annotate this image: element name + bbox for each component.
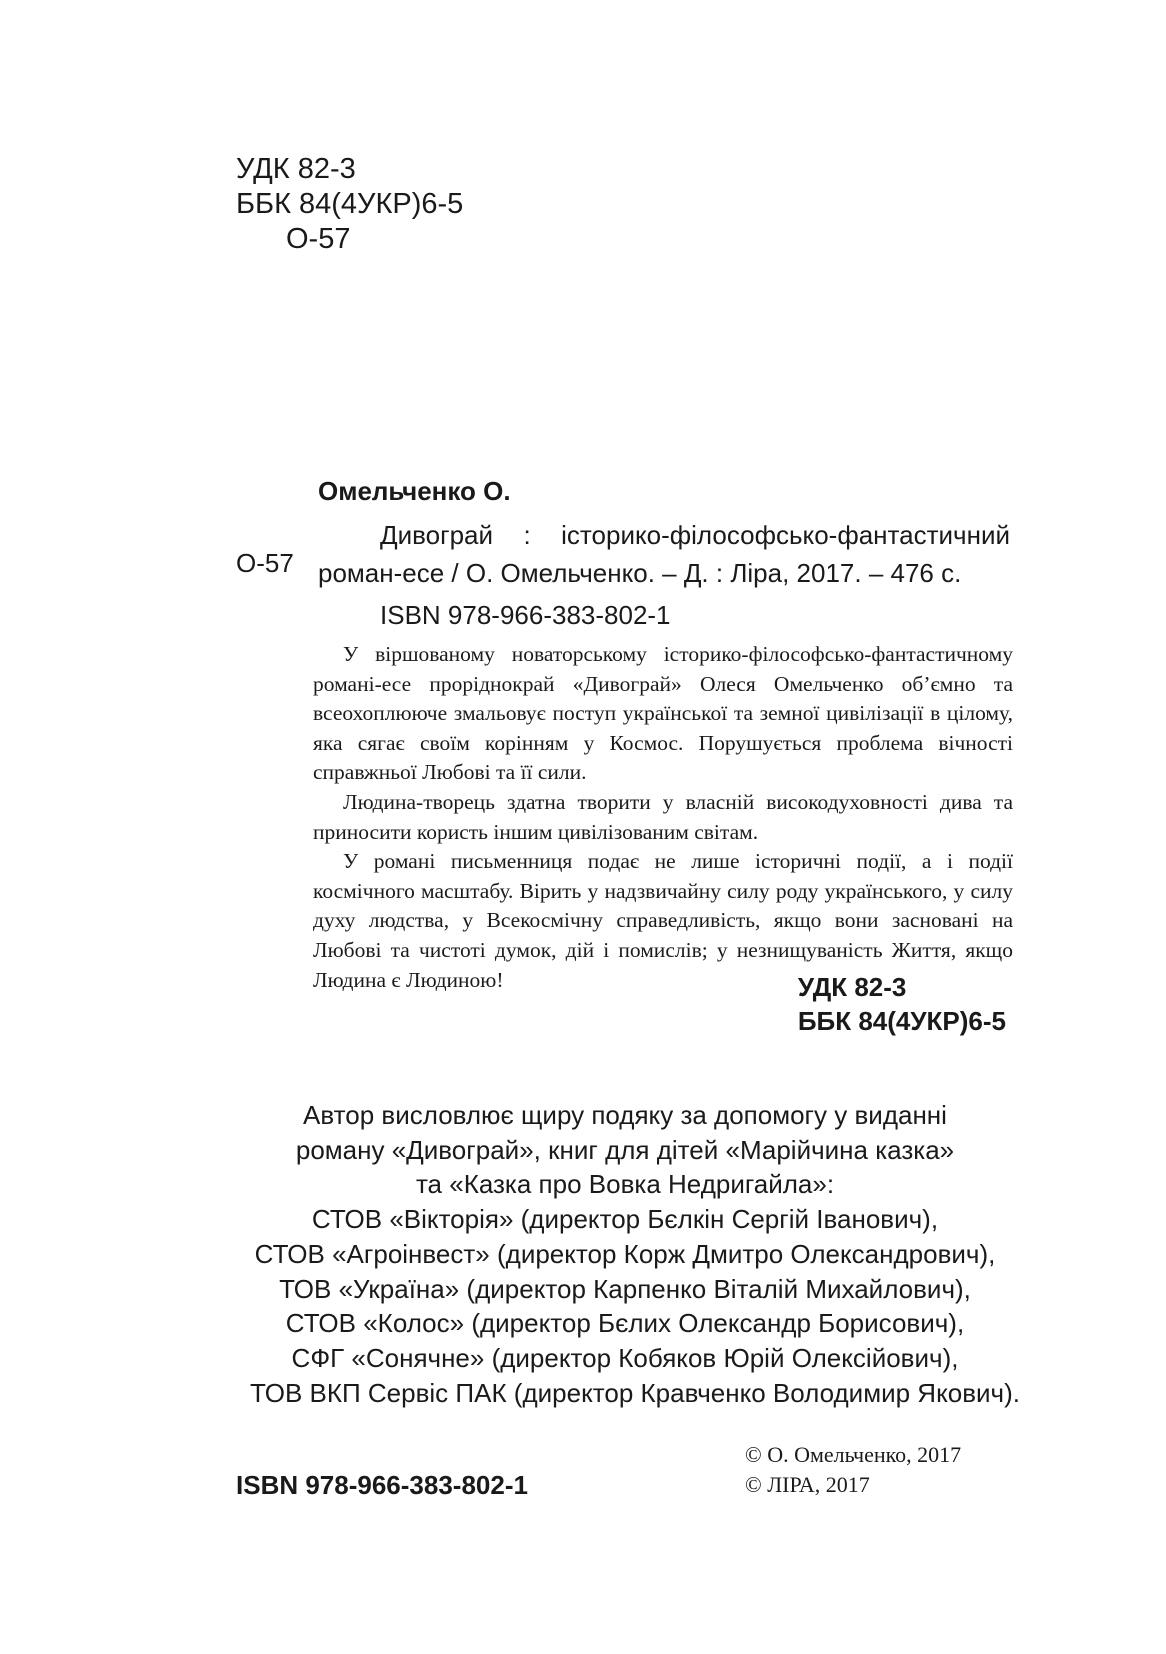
- record-author: Омельченко О.: [318, 476, 511, 506]
- annotation-paragraph: У романі письменниця подає не лише історичні події, а і події космічного масштабу. Вірить у надзвичайну силу роду українського, у силу духу людства, у Всекосмічну справедливість, якщо вони засновані на Любові та чистоті думок, дій і помислів; у незнищуваність Життя, якщо Людина є Людиною!: [313, 849, 1013, 992]
- ack-line: роману «Дивограй», книг для дітей «Марійчина казка»: [295, 1134, 955, 1165]
- acknowledgment: [250, 1098, 1020, 1410]
- record-side-code: О-57: [236, 548, 294, 578]
- annotation-paragraph: Людина-творець здатна творити у власній високодуховності дива та приносити користь іншим цивілізованим світам.: [313, 789, 1013, 844]
- top-classification-codes: [236, 152, 463, 257]
- bottom-udk-code: УДК 82-3: [797, 972, 907, 1002]
- annotation-paragraph: У віршованому новаторському історико-філософсько-фантастичному романі-есе проріднокрай «Дивограй» Олеся Омельченко об’ємно та всеохоплююче змальовує поступ української та земної цивілізації в цілому, яка сягає своїм корінням у Космос. Порушується проблема вічності справжньої Любові та її сили.: [313, 642, 1013, 785]
- record-isbn: ISBN 978-966-383-802-1: [380, 600, 671, 630]
- bottom-classification-codes: [798, 970, 1006, 1038]
- record-title-line-2: роман-есе / О. Омельченко. – Д. : Ліра, 2017. – 476 с.: [318, 558, 962, 588]
- ack-line: ТОВ ВКП Сервіс ПАК (директор Кравченко Володимир Якович).: [250, 1377, 1020, 1408]
- ack-line: СТОВ «Колос» (директор Бєлих Олександр Борисович),: [285, 1308, 965, 1339]
- ack-line: СТОВ «Агроінвест» (директор Корж Дмитро Олександрович),: [254, 1238, 996, 1269]
- author-mark: О-57: [286, 223, 351, 255]
- bbk-code: ББК 84(4УКР)6-5: [236, 188, 464, 220]
- copyright-block: [745, 1440, 961, 1500]
- record-title-line-1: Дивограй : історико-філософсько-фантастичний: [380, 520, 1010, 550]
- copyright-author: © О. Омельченко, 2017: [745, 1442, 962, 1467]
- ack-line: СТОВ «Вікторія» (директор Бєлкін Сергій Іванович),: [311, 1204, 939, 1235]
- record-title: [318, 516, 1010, 592]
- copyright-publisher: © ЛІРА, 2017: [745, 1472, 870, 1497]
- bottom-bbk-code: ББК 84(4УКР)6-5: [797, 1006, 1006, 1036]
- ack-line: СФГ «Сонячне» (директор Кобяков Юрій Олексійович),: [291, 1342, 959, 1373]
- udk-code: УДК 82-3: [236, 153, 356, 185]
- ack-line: та «Казка про Вовка Недригайла»:: [415, 1169, 835, 1200]
- annotation: [313, 640, 1013, 995]
- footer-isbn: ISBN 978-966-383-802-1: [236, 1470, 528, 1500]
- ack-line: Автор висловлює щиру подяку за допомогу у виданні: [303, 1100, 947, 1130]
- ack-line: ТОВ «Україна» (директор Карпенко Віталій Михайлович),: [279, 1273, 971, 1304]
